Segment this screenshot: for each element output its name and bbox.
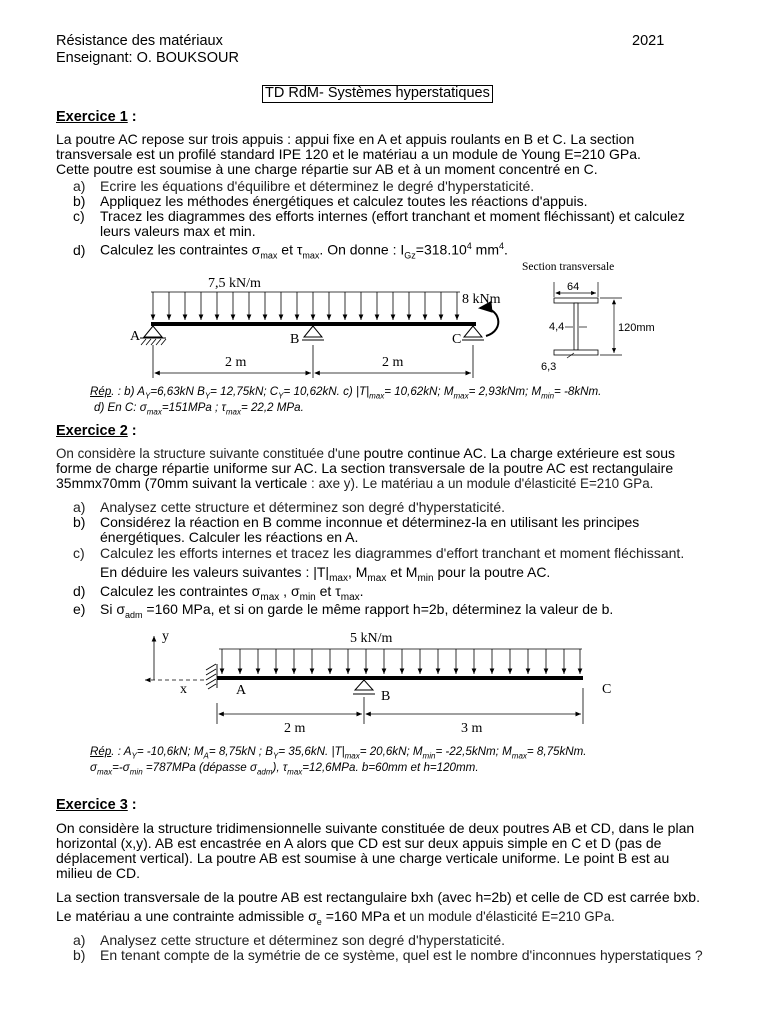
ex1-intro-3: Cette poutre est soumise à une charge répartie sur AB et à un moment concentré en C. bbox=[56, 161, 598, 177]
ex3-heading: Exercice 3 : bbox=[56, 797, 137, 813]
year: 2021 bbox=[632, 33, 665, 49]
ex3-para-2: horizontal (x,y). AB est encastrée en A alors que CD est sur deux appuis simple en C et D (pas de bbox=[56, 835, 662, 851]
ex1-intro-1: La poutre AC repose sur trois appuis : appui fixe en A et appuis roulants en B et C. La section bbox=[56, 131, 635, 147]
ex1-span-1: 2 m bbox=[225, 355, 247, 370]
ex3-para-6: Le matériau a une contrainte admissible $\sigma_e =160$ MPa et un module d'élasticité E=210 GPa. bbox=[56, 908, 615, 927]
ex1-question-d: d) Calculez les contraintes $\sigma_{max}$ et $\tau_{max}$. On donne : $I_{Gz}=318.10^4$ $mm^4$. bbox=[73, 241, 508, 261]
ex1-question-a: a) Ecrire les équations d'équilibre et déterminez le degré d'hyperstaticité. bbox=[73, 178, 535, 194]
section-flange: 6,3 bbox=[541, 361, 557, 373]
ex1-question-c-cont: leurs valeurs max et min. bbox=[100, 223, 256, 239]
ex2-question-b: b) Considérez la réaction en B comme inconnue et déterminez-la en utilisant les principes bbox=[73, 514, 640, 530]
ex2-question-c-cont: En déduire les valeurs suivantes : $|T|_{max}$, $M_{max}$ et $M_{min}$ pour la poutre AC. bbox=[100, 564, 551, 584]
ex2-answer-2: $\sigma_{max}=-\sigma_{min} =787MPa$ (dépasse $\sigma_{adm}$), $\tau_{max}=12,6MPa$. b=60mm et h=120mm. bbox=[90, 761, 479, 777]
section-width: 64 bbox=[567, 281, 580, 293]
ex2-support-b bbox=[353, 680, 375, 694]
ex1-load-label: 7,5 kN/m bbox=[208, 276, 261, 291]
ex1-label-c: C bbox=[452, 332, 462, 347]
page-title: TD RdM- Systèmes hyperstatiques bbox=[262, 85, 493, 103]
ex2-question-a: a) Analysez cette structure et déterminez son degré d'hyperstaticité. bbox=[73, 499, 505, 515]
section-title: Section transversale bbox=[522, 261, 615, 273]
ex2-question-c: c) Calculez les efforts internes et tracez les diagrammes d'effort tranchant et moment fléchissant. bbox=[73, 545, 685, 561]
ex2-question-d: d) Calculez les contraintes $\sigma_{max}$ , $\sigma_{min}$ et $\tau_{max}$. bbox=[73, 583, 364, 603]
ex2-clamp bbox=[206, 664, 217, 689]
section-web: 4,4 bbox=[549, 321, 565, 333]
ex2-answer-1: Rép. : $A_Y= -10,6kN$; $M_A= 8,75kN$ ; $B_Y= 35,6kN$. $|T|_{max}= 20,6kN$; $M_{min}= -22,5kNm$; $M_{max}= 8,75kNm$. bbox=[90, 745, 587, 761]
ex3-para-3: déplacement vertical). La poutre AB est soumise à une charge verticale uniforme. Le point B est au bbox=[56, 850, 670, 866]
ex2-intro-2: forme de charge répartie uniforme sur AC. La section transversale de la poutre AC est rectangulaire bbox=[56, 460, 674, 476]
ex1-answer-2: d) En C: $\sigma_{max}=151MPa$ ; $\tau_{max}= 22,2$ MPa. bbox=[94, 401, 304, 417]
course-name: Résistance des matériaux bbox=[56, 33, 223, 49]
ex3-question-a: a) Analysez cette structure et déterminez son degré d'hyperstaticité. bbox=[73, 932, 505, 948]
teacher: Enseignant: O. BOUKSOUR bbox=[56, 50, 239, 66]
ex3-para-5: La section transversale de la poutre AB est rectangulaire bxh (avec h=2b) et celle de CD est carrée bxb. bbox=[56, 889, 700, 905]
ex2-load-arrows bbox=[219, 649, 582, 674]
ex2-load-label: 5 kN/m bbox=[350, 631, 393, 646]
ex1-intro-2: transversale est un profilé standard IPE 120 et le matériau a un module de Young E=210 GPa. bbox=[56, 146, 641, 162]
ex2-label-a: A bbox=[236, 683, 247, 698]
ex2-beam bbox=[217, 676, 583, 680]
ex2-span-1: 2 m bbox=[284, 721, 306, 736]
ex1-label-b: B bbox=[290, 332, 300, 347]
ex3-question-b: b) En tenant compte de la symétrie de ce système, quel est le nombre d'inconnues hyperstatiques ? bbox=[73, 947, 703, 963]
ex1-span-2: 2 m bbox=[382, 355, 404, 370]
ex2-axis-y: y bbox=[162, 629, 169, 644]
ex2-heading: Exercice 2 : bbox=[56, 423, 137, 439]
ex2-question-b-cont: énergétiques. Calculer les réactions en A. bbox=[100, 529, 359, 545]
ex1-question-c: c) Tracez les diagrammes des efforts internes (effort tranchant et moment fléchissant) et calculez bbox=[73, 208, 685, 224]
ex2-label-b: B bbox=[381, 689, 391, 704]
ex2-span-2: 3 m bbox=[461, 721, 483, 736]
ex2-axis-x: x bbox=[180, 682, 187, 697]
ex1-moment-label: 8 kNm bbox=[462, 292, 501, 307]
ex1-heading: Exercice 1 : bbox=[56, 109, 137, 125]
ex1-answer-1: Rép. : b) $A_Y=6,63kN$ $B_Y= 12,75kN$; $C_Y= 10,62kN$. c) $|T|_{max}= 10,62kN$; $M_{max}= 2,93kNm$; $M_{min}= -8kNm$. bbox=[90, 385, 602, 401]
ex2-question-e: e) Si $\sigma_{adm} =160$ MPa, et si on garde le même rapport h=2b, déterminez la valeur de b. bbox=[73, 601, 614, 620]
ex1-label-a: A bbox=[130, 329, 141, 344]
ex2-label-c: C bbox=[602, 682, 612, 697]
ex3-para-4: milieu de CD. bbox=[56, 865, 141, 881]
ex3-para-1: On considère la structure tridimensionnelle suivante constituée de deux poutres AB et CD, dans le plan bbox=[56, 820, 695, 836]
ex2-intro-1: On considère la structure suivante constituée d'une poutre continue AC. La charge extérieure est sous bbox=[56, 445, 676, 461]
section-height: 120mm bbox=[618, 322, 655, 334]
ex1-question-b: b) Appliquez les méthodes énergétiques et calculez toutes les réactions d'appuis. bbox=[73, 193, 588, 209]
ex2-intro-3: 35mmx70mm (70mm suivant la verticale : axe y). Le matériau a un module d'élasticité E=210 GPa. bbox=[56, 475, 654, 491]
